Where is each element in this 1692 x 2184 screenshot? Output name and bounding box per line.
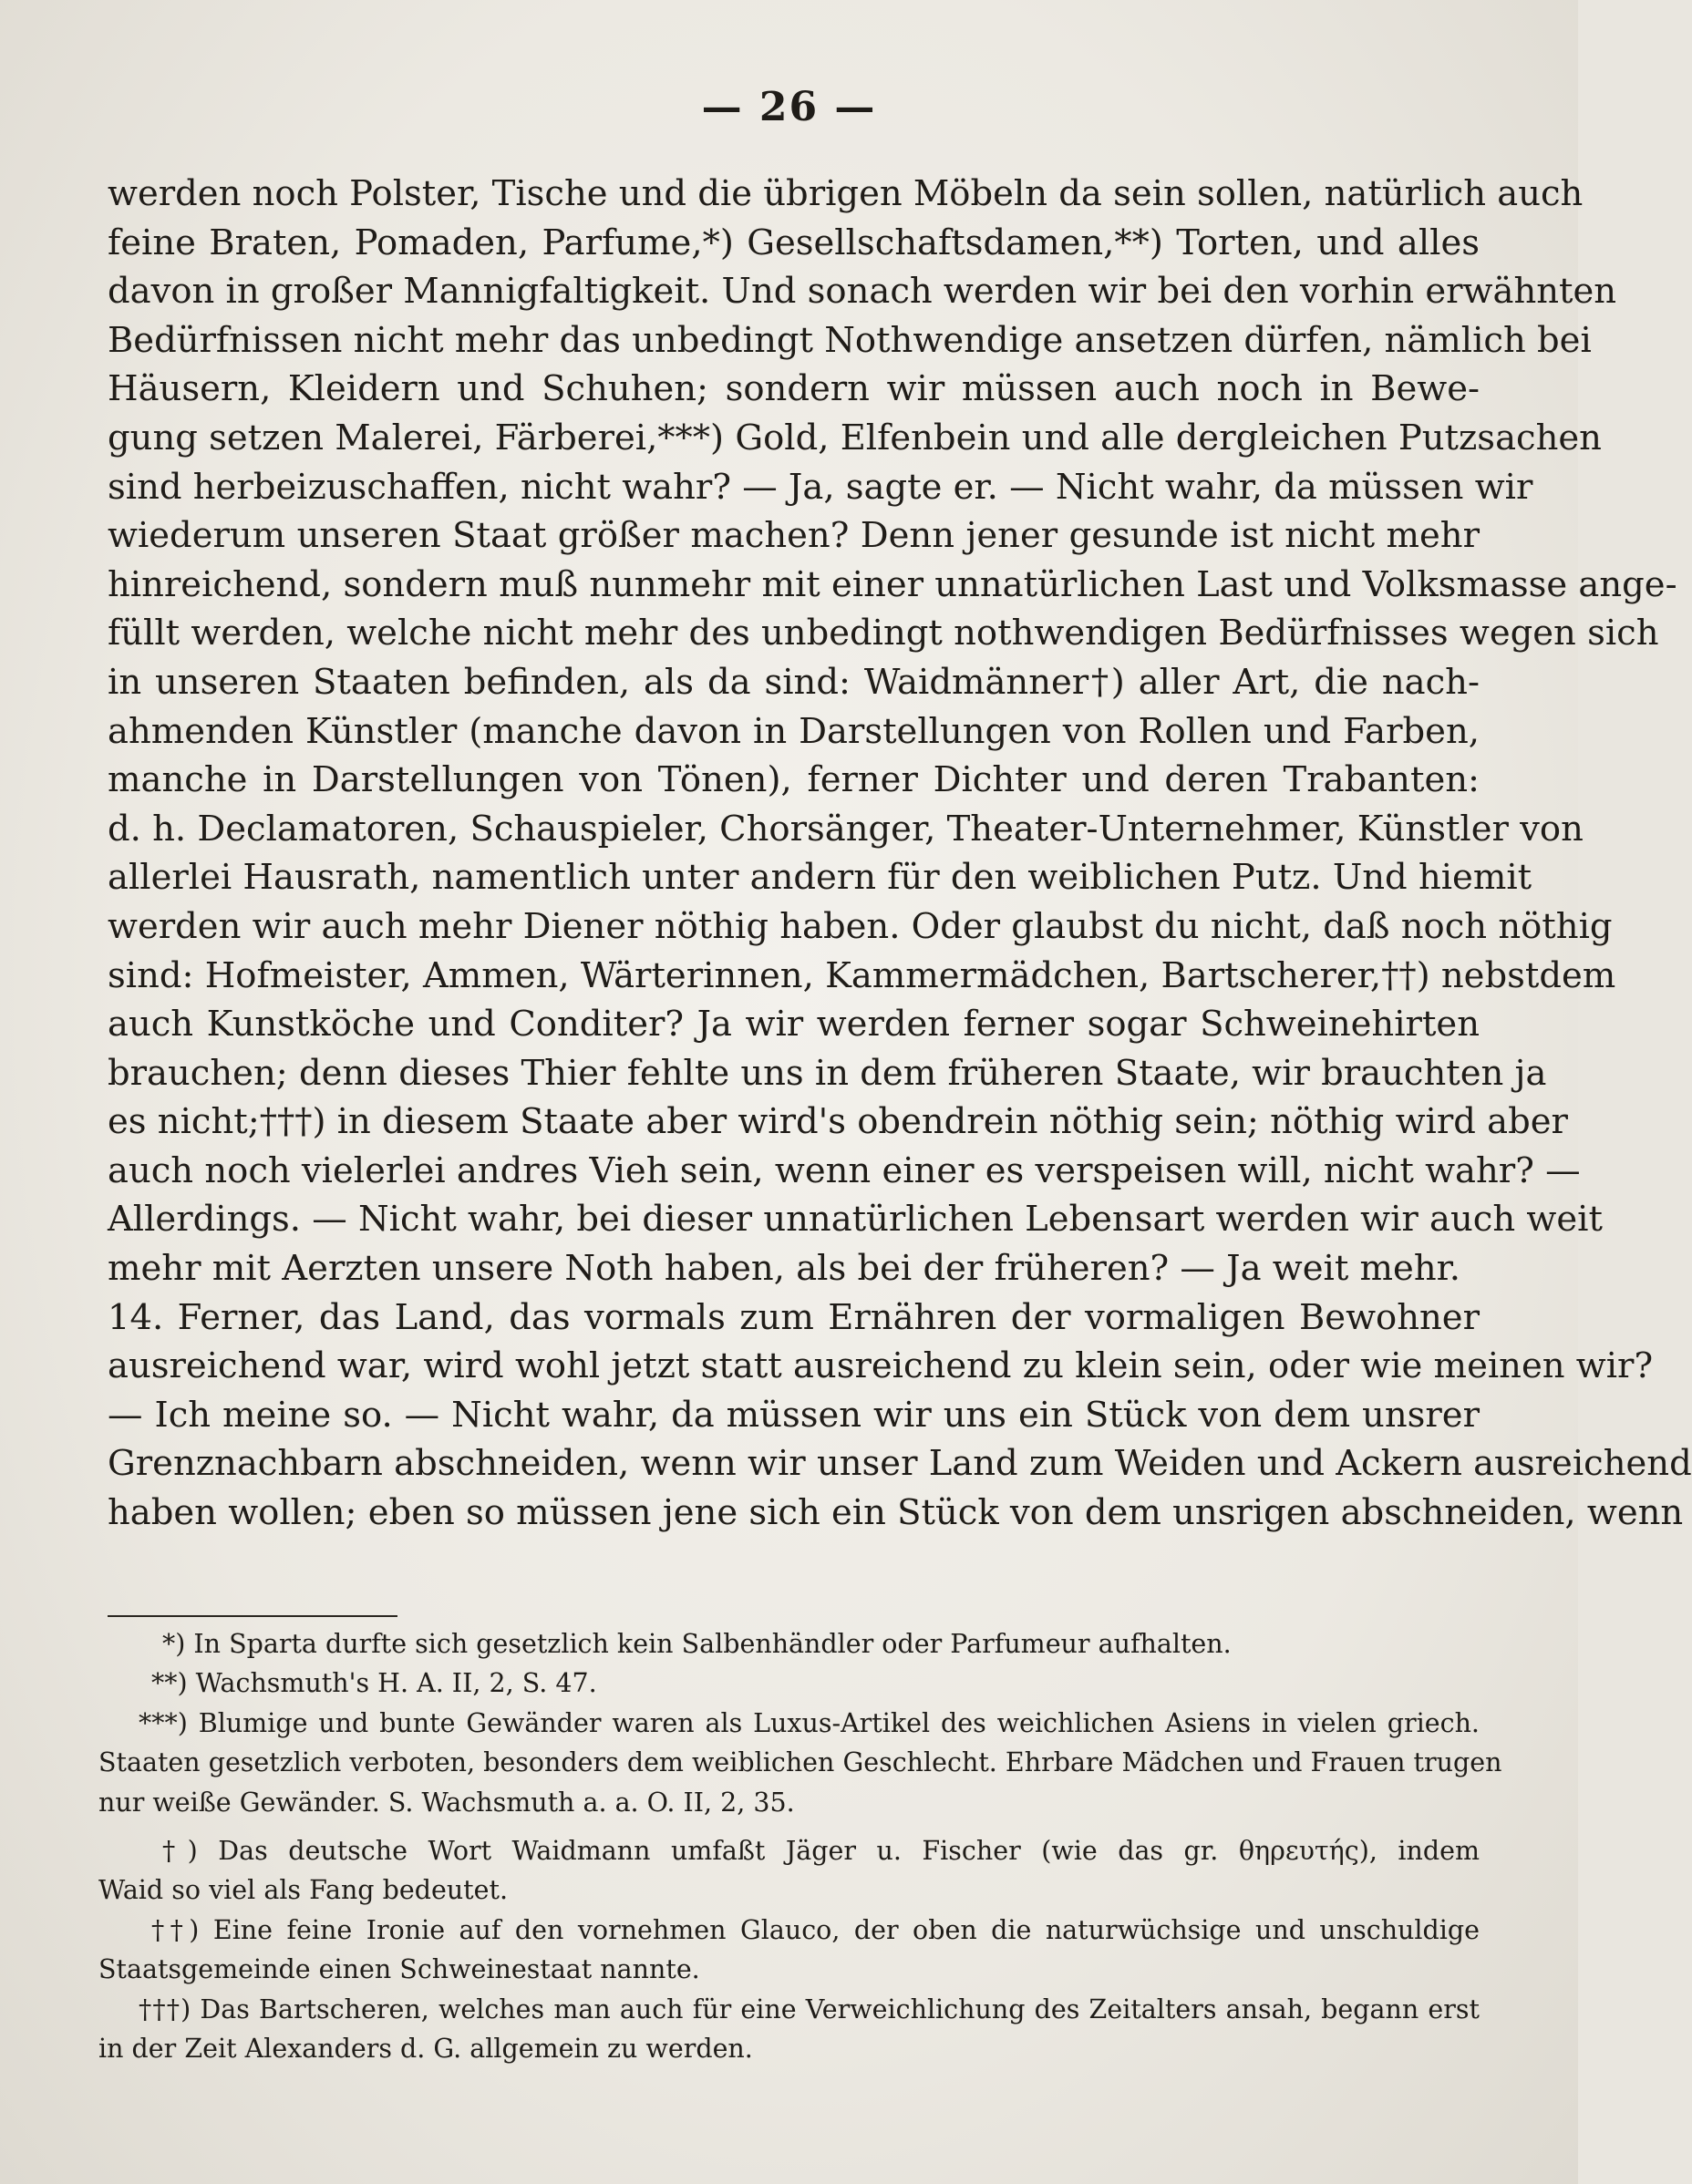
text-line: ausreichend war, wird wohl jetzt statt ausreichend zu klein sein, oder wie meinen wir? xyxy=(108,1345,1654,1387)
text-line: mehr mit Aerzten unsere Noth haben, als bei der früheren? — Ja weit mehr. xyxy=(108,1248,1461,1290)
footnotes xyxy=(98,1624,1502,2068)
footnote xyxy=(98,1990,1480,2069)
text-line: gung setzen Malerei, Färberei,***) Gold, Elfenbein und alle dergleichen Putzsachen xyxy=(108,417,1602,458)
footnote-line: ††) Eine feine Ironie auf den vornehmen Glauco, der oben die naturwüchsige und unschuldige xyxy=(151,1914,1480,1945)
text-line: feine Braten, Pomaden, Parfume,*) Gesellschaftsdamen,**) Torten, und alles xyxy=(108,221,1480,263)
footnote-divider xyxy=(108,1615,397,1617)
text-line: hinreichend, sondern muß nunmehr mit einer unnatürlichen Last und Volksmasse ange- xyxy=(108,563,1677,605)
text-line: Grenznachbarn abschneiden, wenn wir unser Land zum Weiden und Ackern ausreichend xyxy=(108,1443,1692,1485)
footnote-line: ***) Blumige und bunte Gewänder waren als Luxus-Artikel des weichlichen Asiens in vielen griech. xyxy=(139,1707,1480,1738)
text-line: sind: Hofmeister, Ammen, Wärterinnen, Kammermädchen, Bartscherer,††) nebstdem xyxy=(108,954,1616,996)
footnote-line: *) In Sparta durfte sich gesetzlich kein Salbenhändler oder Parfumeur aufhalten. xyxy=(162,1629,1232,1659)
text-line: werden noch Polster, Tische und die übrigen Möbeln da sein sollen, natürlich auch xyxy=(108,173,1584,214)
text-line: auch Kunstköche und Conditer? Ja wir werden ferner sogar Schweinehirten xyxy=(108,1004,1480,1046)
footnote-line: †††) Das Bartscheren, welches man auch für eine Verweichlichung des Zeitalters ansah, begann erst xyxy=(139,1993,1480,2024)
text-line: 14. Ferner, das Land, das vormals zum Ernähren der vormaligen Bewohner xyxy=(108,1296,1480,1338)
footnote-line: Staatsgemeinde einen Schweinestaat nannte. xyxy=(98,1954,700,1985)
text-line: allerlei Hausrath, namentlich unter andern für den weiblichen Putz. Und hiemit xyxy=(108,857,1532,899)
text-line: füllt werden, welche nicht mehr des unbedingt nothwendigen Bedürfnisses wegen sich xyxy=(108,613,1659,654)
text-line: d. h. Declamatoren, Schauspieler, Chorsänger, Theater-Unternehmer, Künstler von xyxy=(108,808,1584,850)
footnote-line: Waid so viel als Fang bedeutet. xyxy=(98,1875,509,1906)
footnote xyxy=(98,1831,1480,1911)
text-line: Häusern, Kleidern und Schuhen; sondern wir müssen auch noch in Bewe- xyxy=(108,368,1480,410)
text-line: davon in großer Mannigfaltigkeit. Und sonach werden wir bei den vorhin erwähnten xyxy=(108,271,1617,313)
text-line: in unseren Staaten befinden, als da sind: Waidmänner†) aller Art, die nach- xyxy=(108,661,1480,703)
footnote-line: nur weiße Gewänder. S. Wachsmuth a. a. O. II, 2, 35. xyxy=(98,1787,795,1818)
footnote-line: **) Wachsmuth's H. A. II, 2, S. 47. xyxy=(151,1668,597,1699)
text-line: haben wollen; eben so müssen jene sich ein Stück von dem unsrigen abschneiden, wenn xyxy=(108,1492,1684,1534)
text-line: wiederum unseren Staat größer machen? Denn jener gesunde ist nicht mehr xyxy=(108,515,1480,557)
text-line: Allerdings. — Nicht wahr, bei dieser unnatürlichen Lebensart werden wir auch weit xyxy=(108,1199,1603,1241)
main-text xyxy=(108,170,1692,1538)
footnote-line: †) Das deutsche Wort Waidmann umfaßt Jäger u. Fischer (wie das gr. θηρευτής), indem xyxy=(162,1835,1480,1866)
text-line: brauchen; denn dieses Thier fehlte uns in dem früheren Staate, wir brauchten ja xyxy=(108,1052,1547,1094)
footnote-line: Staaten gesetzlich verboten, besonders dem weiblichen Geschlecht. Ehrbare Mädchen und Frauen trugen xyxy=(98,1747,1502,1778)
footnote xyxy=(98,1704,1502,1822)
text-line: sind herbeizuschaffen, nicht wahr? — Ja, sagte er. — Nicht wahr, da müssen wir xyxy=(108,466,1533,508)
footnote-line: in der Zeit Alexanders d. G. allgemein zu werden. xyxy=(98,2033,753,2064)
text-line: — Ich meine so. — Nicht wahr, da müssen wir uns ein Stück von dem unsrer xyxy=(108,1394,1480,1436)
text-line: auch noch vielerlei andres Vieh sein, wenn einer es verspeisen will, nicht wahr? — xyxy=(108,1149,1581,1191)
page-number: — 26 — xyxy=(701,84,877,130)
text-line: Bedürfnissen nicht mehr das unbedingt Nothwendige ansetzen dürfen, nämlich bei xyxy=(108,319,1592,361)
text-line: ahmenden Künstler (manche davon in Darstellungen von Rollen und Farben, xyxy=(108,710,1480,752)
text-line: es nicht;†††) in diesem Staate aber wird's obendrein nöthig sein; nöthig wird aber xyxy=(108,1101,1568,1143)
text-line: werden wir auch mehr Diener nöthig haben. Oder glaubst du nicht, daß noch nöthig xyxy=(108,905,1613,947)
footnote xyxy=(98,1624,1480,1664)
text-line: manche in Darstellungen von Tönen), ferner Dichter und deren Trabanten: xyxy=(108,759,1480,801)
footnote xyxy=(98,1664,1480,1703)
footnote xyxy=(98,1911,1480,1990)
